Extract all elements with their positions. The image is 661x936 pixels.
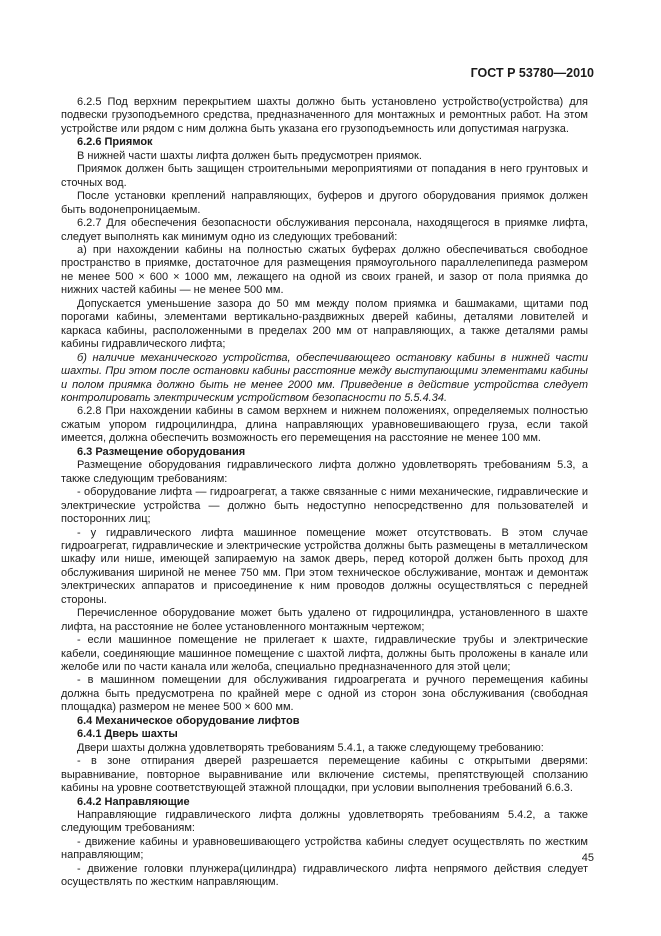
- paragraph: б) наличие механического устройства, обеспечивающего остановку кабины в нижней части шахты. При этом после остановки кабины расстояние между выступающими элементами кабины и полом приямка должно быть не менее 2000 мм. Приведение в действие устройства следует контролировать электрическим устройством безопасности по 5.5.4.34.: [61, 351, 588, 404]
- paragraph: 6.2.8 При нахождении кабины в самом верхнем и нижнем положениях, определяемых полностью сжатым упором гидроцилиндра, длина направляющих уравновешивающего груза, если такой имеется, должна обеспечить возможность его перемещения на расстояние не менее 100 мм.: [61, 405, 588, 445]
- paragraph: - движение кабины и уравновешивающего устройства кабины следует осуществлять по жестким направляющим;: [61, 835, 588, 862]
- section-heading: 6.4.2 Направляющие: [77, 795, 190, 808]
- paragraph: Приямок должен быть защищен строительными мероприятиями от попадания в него грунтовых и сточных вод.: [61, 163, 588, 189]
- paragraph: - в машинном помещении для обслуживания гидроагрегата и ручного перемещения кабины должна быть предусмотрена по крайней мере с одной из сторон зона обслуживания (свободная площадка) размером не менее 500 × 600 мм.: [61, 674, 588, 714]
- paragraph: Допускается уменьшение зазора до 50 мм между полом приямка и башмаками, щитами под порогами кабины, элементами вертикально-раздвижных дверей кабины, деталями ловителей и каркаса кабины, расположенными в пределах 200 мм от направляющих, а также деталями рамы кабины гидравлического лифта;: [61, 297, 588, 351]
- paragraph: - движение головки плунжера(цилиндра) гидравлического лифта непрямого действия следует осуществлять по жестким направляющим.: [61, 862, 588, 889]
- section-heading: 6.4 Механическое оборудование лифтов: [77, 714, 300, 727]
- paragraph: - оборудование лифта — гидроагрегат, а также связанные с ними механические, гидравлические и электрические устройства — должно быть недоступно непосредственно для пользователей и посторонних лиц;: [61, 486, 588, 526]
- paragraph: В нижней части шахты лифта должен быть предусмотрен приямок.: [77, 149, 422, 162]
- document-header: ГОСТ Р 53780—2010: [470, 66, 594, 80]
- paragraph: - в зоне отпирания дверей разрешается перемещение кабины с открытыми дверями: выравнивание, повторное выравнивание или включение системы, препятствующей сползанию кабины на уровне соответствующей этажной площадки, при условии выполнения требований 6.6.3.: [61, 755, 588, 795]
- section-heading: 6.4.1 Дверь шахты: [77, 728, 178, 741]
- paragraph: а) при нахождении кабины на полностью сжатых буферах должно обеспечиваться свободное пространство в приямке, достаточное для размещения прямоугольного параллелепипеда размером не менее 500 × 600 × 1000 мм, лежащего на одной из своих граней, и зазор от пола приямка до нижних частей кабины — не менее 500 мм.: [61, 243, 588, 297]
- paragraph: После установки креплений направляющих, буферов и другого оборудования приямок должен быть водонепроницаемым.: [61, 190, 588, 216]
- paragraph: Перечисленное оборудование может быть удалено от гидроцилиндра, установленного в шахте лифта, на расстояние не более установленного монтажным чертежом;: [61, 607, 588, 633]
- paragraph: - у гидравлического лифта машинное помещение может отсутствовать. В этом случае гидроагрегат, гидравлические и электрические устройства должны быть размещены в металлическом шкафу или нише, имеющей запираемую на замок дверь, перед которой должен быть проход для обслуживания шириной не менее 750 мм. При этом техническое обслуживание, монтаж и демонтаж электрических аппаратов и присоединение к ним проводов должны осуществляться с передней стороны.: [61, 526, 588, 606]
- section-heading: 6.3 Размещение оборудования: [77, 445, 246, 458]
- paragraph: Двери шахты должна удовлетворять требованиям 5.4.1, а также следующему требованию:: [77, 741, 544, 754]
- paragraph: 6.2.7 Для обеспечения безопасности обслуживания персонала, находящегося в приямке лифта, следует выполнять как минимум одно из следующих требований:: [61, 217, 588, 243]
- paragraph: Направляющие гидравлического лифта должны удовлетворять требованиям 5.4.2, а также следующим требованиям:: [61, 809, 588, 835]
- page-number: 45: [581, 852, 594, 864]
- paragraph: - если машинное помещение не прилегает к шахте, гидравлические трубы и электрические кабели, соединяющие машинное помещение с шахтой лифта, должны быть проложены в канале или желобе или по части канала или желоба, специально предназначенного для этой цели;: [61, 634, 588, 674]
- document-body: [61, 96, 588, 890]
- paragraph: 6.2.5 Под верхним перекрытием шахты должно быть установлено устройство(устройства) для подвески грузоподъемного средства, предназначенного для монтажных и ремонтных работ. На этом устройстве или рядом с ним должна быть указана его грузоподъемность или допустимая нагрузка.: [61, 96, 588, 135]
- paragraph: Размещение оборудования гидравлического лифта должно удовлетворять требованиям 5.3, а также следующим требованиям:: [61, 459, 588, 485]
- section-heading: 6.2.6 Приямок: [77, 136, 153, 149]
